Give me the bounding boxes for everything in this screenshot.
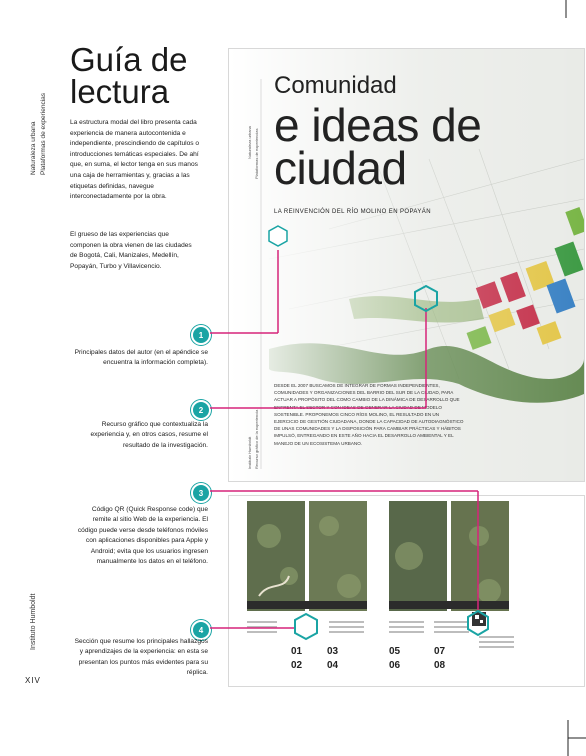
finding-number-02: 02 xyxy=(291,660,303,671)
spread-title-line1: Comunidad xyxy=(274,72,397,99)
spine-label-platform: Plataformas de experiencias xyxy=(40,92,47,175)
spread-side-label-2: Plataformas de experiencias xyxy=(254,128,259,179)
page-title: Guía de lectura xyxy=(70,41,188,110)
hexagon-marker-2 xyxy=(415,286,437,311)
callout-text-4: Sección que resume los principales hallazgos y aprendizajes de la experiencia: en esta se presentan los puntos más evidentes para su réplica. xyxy=(74,638,208,677)
hexagon-marker-3 xyxy=(468,611,488,635)
finding-number-04: 04 xyxy=(327,660,339,671)
callout-text-1: Principales datos del autor (en el apéndice se encuentra la información completa). xyxy=(74,349,208,367)
spread-body-text: DESDE EL 2007 BUSCAMOS DE INTEGRAR DE FORMAS INDEPENDIENTES, COMUNIDADES Y ORGANIZACIONES DEL BARRIO DEL SUR DE LA CIUDAD, PARA ACTUAR A PROPÓSITO DEL COMO CAMBIO DE LA DINÁMICA DE DESARROLLO QUE ENFRENTA EL SECTOR Y CON IDEAS DE GENERAR LA CIUDAD DE MODELO SOSTENIBLE. PROPONEMOS CINCO RÍOS MOLINO, EL RESULTADO EN UN EJERCICIO DE GESTIÓN CIUDADANA, DONDE LA CAPACIDAD DE AUTODIAGNÓSTICO DE UNAS COMUNIDADES Y LA DISPOSICIÓN PARA CAMBIAR PRÁCTICAS Y HÁBITOS IMPULSÓ, ENTREGANDO EN ESTE AÑO HACIA EL DESARROLLO AMBIENTAL Y EL MANEJO DE UN ECOSISTEMA URBANO. xyxy=(274,383,464,446)
spine-label-section: Naturaleza urbana xyxy=(30,121,37,175)
spread-side-label-1: Naturaleza urbana xyxy=(247,126,252,159)
callout-text-3: Código QR (Quick Response code) que remite al sitio Web de la experiencia. El código puede verse desde teléfonos móviles con aplicaciones disponibles para Apple y Android; evita que los usuarios ingresen manualmente los datos en el teléfono. xyxy=(77,506,208,566)
finding-number-07: 07 xyxy=(434,646,446,657)
page-number: XIV xyxy=(25,676,41,685)
finding-number-05: 05 xyxy=(389,646,401,657)
finding-number-08: 08 xyxy=(434,660,446,671)
callout-text-2: Recurso gráfico que contextualiza la experiencia y, en otros casos, resume el resultado de la investigación. xyxy=(90,421,208,449)
hexagon-marker-1 xyxy=(269,226,287,246)
callout-badge-1: 1 xyxy=(191,325,211,345)
spread-side-label-4: Recurso gráfico de la experiencia xyxy=(254,409,259,469)
callout-badge-4: 4 xyxy=(191,620,211,640)
hexagon-marker-4 xyxy=(295,614,317,639)
intro-paragraph-1: La estructura modal del libro presenta cada experiencia de manera autocontenida e independiente, prescindiendo de capítulos o introducciones temáticas especiales. De ahí que, en suma, el lector tenga en sus manos una caja de herramientas y, gracias a las etiquetas definidas, navegue interconectadamente por la obra. xyxy=(70,119,200,201)
finding-number-06: 06 xyxy=(389,660,401,671)
finding-number-03: 03 xyxy=(327,646,339,657)
spread-subtitle: LA REINVENCIÓN DEL RÍO MOLINO EN POPAYÁN xyxy=(274,209,431,215)
callout-badge-2: 2 xyxy=(191,400,211,420)
spine-label-publisher: Instituto Humboldt xyxy=(30,593,37,650)
intro-paragraph-2: El grueso de las experiencias que componen la obra vienen de las ciudades de Bogotá, Cali, Manizales, Medellín, Popayán, Turbo y Villavicencio. xyxy=(70,231,192,270)
spread-title-big: e ideas de ciudad xyxy=(274,99,482,194)
finding-number-01: 01 xyxy=(291,646,303,657)
callout-badge-3: 3 xyxy=(191,483,211,503)
spread-side-label-3: Instituto Humboldt xyxy=(247,436,252,469)
